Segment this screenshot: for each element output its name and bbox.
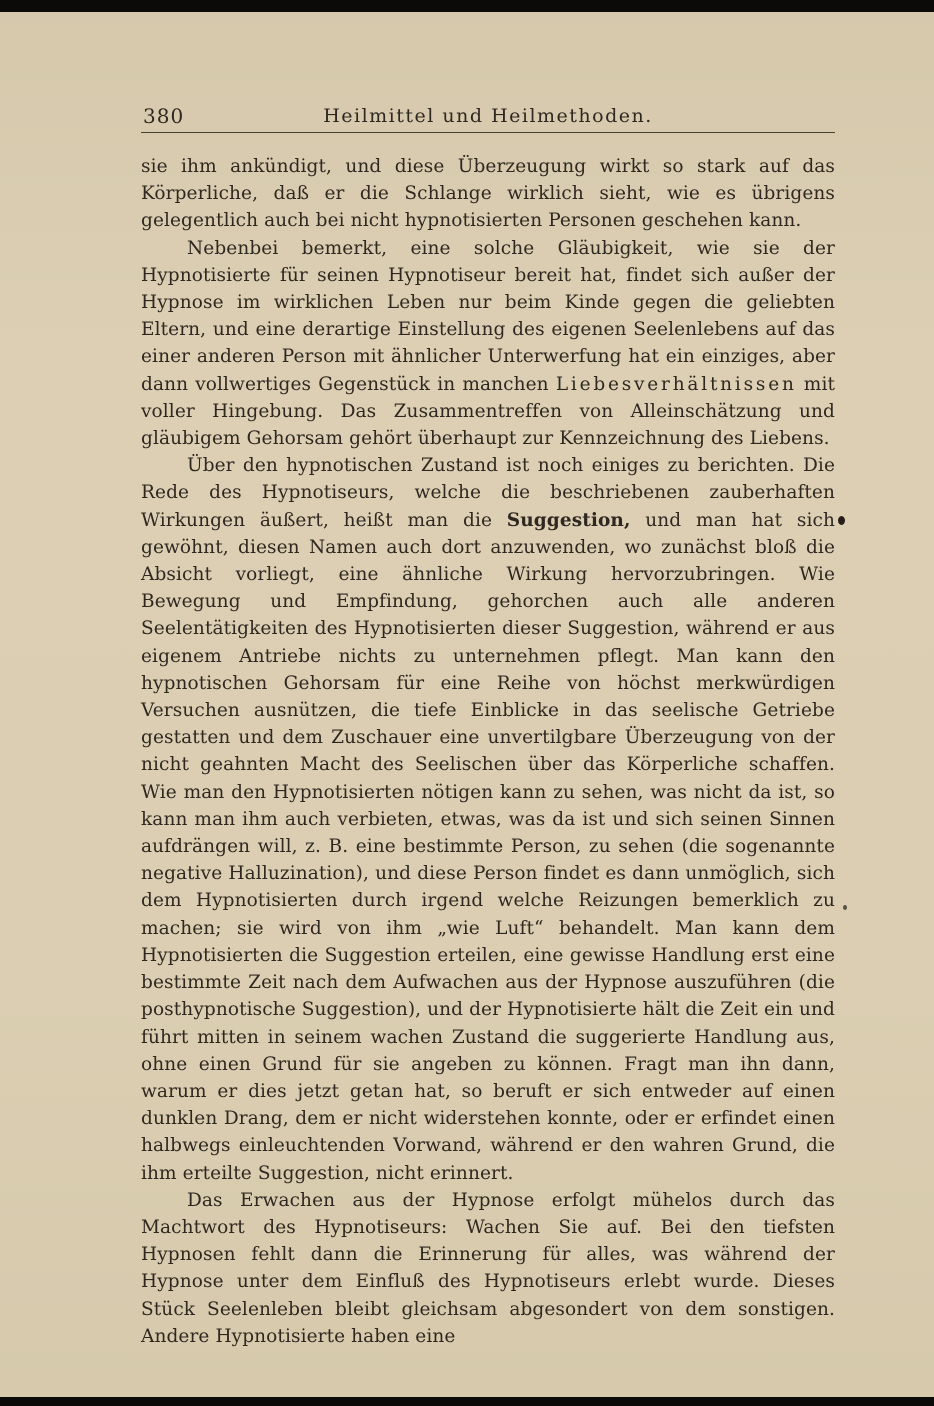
scan-speck — [843, 905, 847, 910]
paragraph-text: Das Erwachen aus der Hypnose erfolgt mühelos durch das Machtwort des Hypnotiseurs: Wachen Sie auf. Bei den tiefsten Hypnosen fehlt dann die Erinnerung für alles, was während der Hypnose unter dem Einfluß des Hypnotiseurs erlebt wurde. Dieses Stück Seelenleben bleibt gleichsam abgesondert von dem sonstigen. Andere Hypnotisierte haben eine — [141, 1189, 835, 1347]
paragraph — [141, 1187, 835, 1350]
bold-term-suggestion: Suggestion, — [506, 509, 631, 531]
page-text — [141, 153, 835, 1350]
scan-artifact-bottom-bar — [0, 1397, 934, 1406]
page-number: 380 — [143, 104, 185, 128]
page-header — [141, 102, 835, 130]
paragraph-text: Nebenbei bemerkt, eine solche Gläubigkeit, wie sie der Hypnotisierte für seinen Hypnotiseur bereit hat, findet sich außer der Hypnose im wirklichen Leben nur beim Kinde gegen die geliebten Eltern, und eine derartige Einstellung des eigenen Seelenlebens auf das einer anderen Person mit ähnlicher Unterwerfung hat ein einziges, aber dann vollwertiges Gegenstück in manchen — [141, 237, 835, 395]
scan-artifact-top-bar — [0, 0, 934, 12]
paragraph-text: und man hat sich gewöhnt, diesen Namen auch dort anzuwenden, wo zunächst bloß die Absicht vorliegt, eine ähnliche Wirkung hervorzubringen. Wie Bewegung und Empfindung, gehorchen auch alle anderen Seelentätigkeiten des Hypnotisierten dieser Suggestion, während er aus eigenem Antriebe nichts zu unternehmen pflegt. Man kann den hypnotischen Gehorsam für eine Reihe von höchst merkwürdigen Versuchen ausnützen, die tiefe Einblicke in das seelische Getriebe gestatten und dem Zuschauer eine unvertilgbare Überzeugung von der nicht geahnten Macht des Seelischen über das Körperliche schaffen. Wie man den Hypnotisierten nötigen kann zu sehen, was nicht da ist, so kann man ihm auch verbieten, etwas, was da ist und sich seinen Sinnen aufdrängen will, z. B. eine bestimmte Person, zu sehen (die sogenannte negative Halluzination), und diese Person findet es dann unmöglich, sich dem Hypnotisierten durch irgend welche Reizungen bemerklich zu machen; sie wird von ihm „wie Luft“ behandelt. Man kann dem Hypnotisierten die Suggestion erteilen, eine gewisse Handlung erst eine bestimmte Zeit nach dem Aufwachen aus der Hypnose auszuführen (die posthypnotische Suggestion), und der Hypnotisierte hält die Zeit ein und führt mitten in seinem wachen Zustand die suggerierte Handlung aus, ohne einen Grund für sie angeben zu können. Fragt man ihn dann, warum er dies jetzt getan hat, so beruft er sich entweder auf einen dunklen Drang, dem er nicht widerstehen konnte, oder er erfindet einen halbwegs einleuchtenden Vorwand, während er den wahren Grund, die ihm erteilte Suggestion, nicht erinnert. — [141, 509, 835, 1184]
paragraph-text: mit voller Hingebung. Das Zusammentreffen von Alleinschätzung und gläubigem Gehorsam gehört überhaupt zur Kennzeichnung des Liebens. — [141, 373, 835, 450]
paragraph — [141, 153, 835, 235]
paragraph — [141, 235, 835, 453]
paragraph — [141, 452, 835, 1186]
scan-speck — [838, 516, 845, 525]
letterspaced-word: Liebesverhältnissen — [555, 373, 797, 395]
paragraph-text: Über den hypnotischen Zustand ist noch einiges zu berichten. Die Rede des Hypnotiseurs, welche die beschriebenen zauberhaften Wirkungen äußert, heißt man die — [141, 455, 835, 531]
running-header: Heilmittel und Heilmethoden. — [323, 105, 653, 127]
paragraph-text: sie ihm ankündigt, und diese Überzeugung wirkt so stark auf das Körperliche, daß er die Schlange wirklich sieht, wie es übrigens gelegentlich auch bei nicht hypnotisierten Personen geschehen kann. — [141, 156, 835, 232]
header-rule — [141, 132, 835, 133]
